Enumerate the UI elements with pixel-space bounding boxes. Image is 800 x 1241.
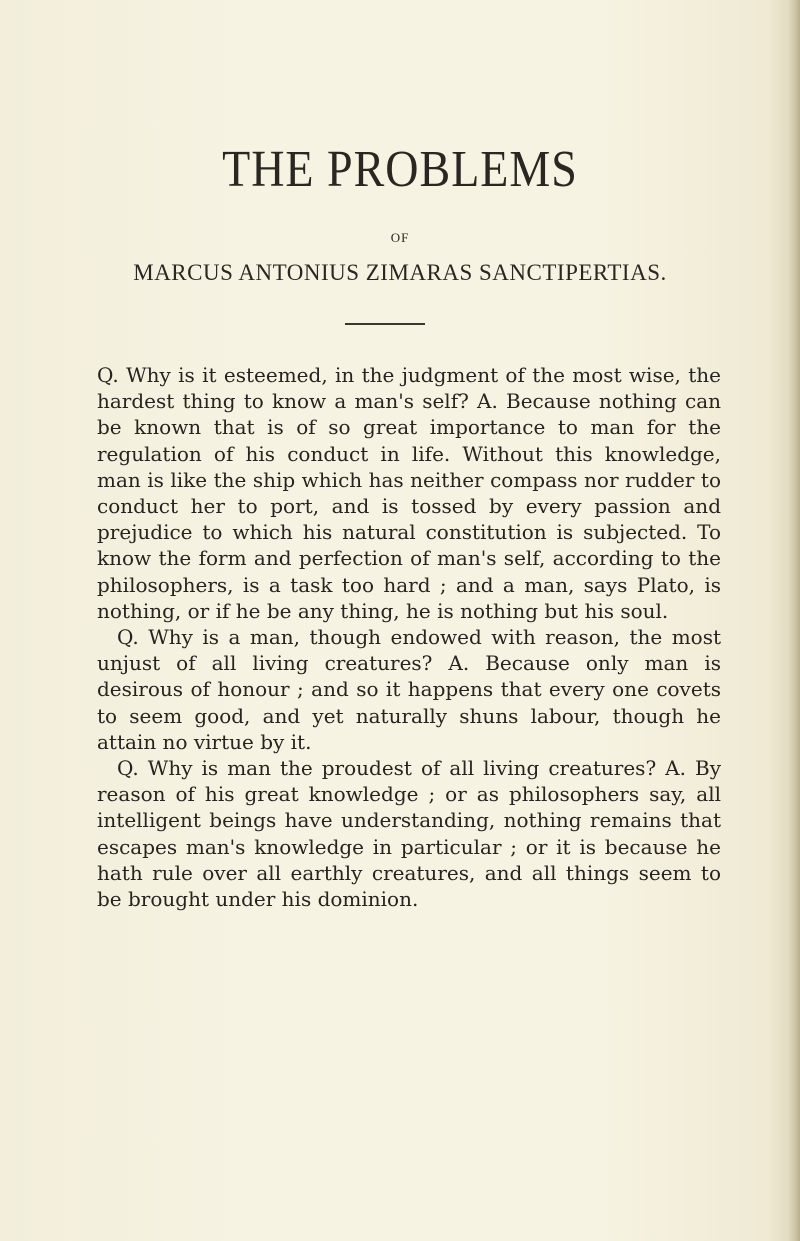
page-title: THE PROBLEMS <box>222 139 578 198</box>
page-subtitle: MARCUS ANTONIUS ZIMARAS SANCTIPERTIAS. <box>133 260 667 285</box>
paragraph-3: Q. Why is man the proudest of all living creatures? A. By reason of his great knowledge ; or as philosophers say, all intelligent beings have understanding, nothing remains that escapes man's knowledge in particular ; or it is because he hath rule over all earthly creatures, and all things seem to be brought under his dominion. <box>97 756 721 912</box>
paragraph-2: Q. Why is a man, though endowed with reason, the most unjust of all living creatures? A. Because only man is desirous of honour ; and so it happens that every one covets to seem good, and yet naturally shuns labour, though he attain no virtue by it. <box>97 625 721 754</box>
title-divider <box>345 323 425 325</box>
title-connector: OF <box>390 230 410 245</box>
paragraph-1: Q. Why is it esteemed, in the judgment of the most wise, the hardest thing to know a man's self? A. Because nothing can be known that is of so great importance to man for the regulation of his conduct in life. Without this knowledge, man is like the ship which has neither compass nor rudder to conduct her to port, and is tossed by every passion and prejudice to which his natural constitution is subjected. To know the form and perfection of man's self, according to the philosophers, is a task too hard ; and a man, says Plato, is nothing, or if he be any thing, he is nothing but his soul. <box>97 363 721 623</box>
body-text <box>97 362 721 912</box>
